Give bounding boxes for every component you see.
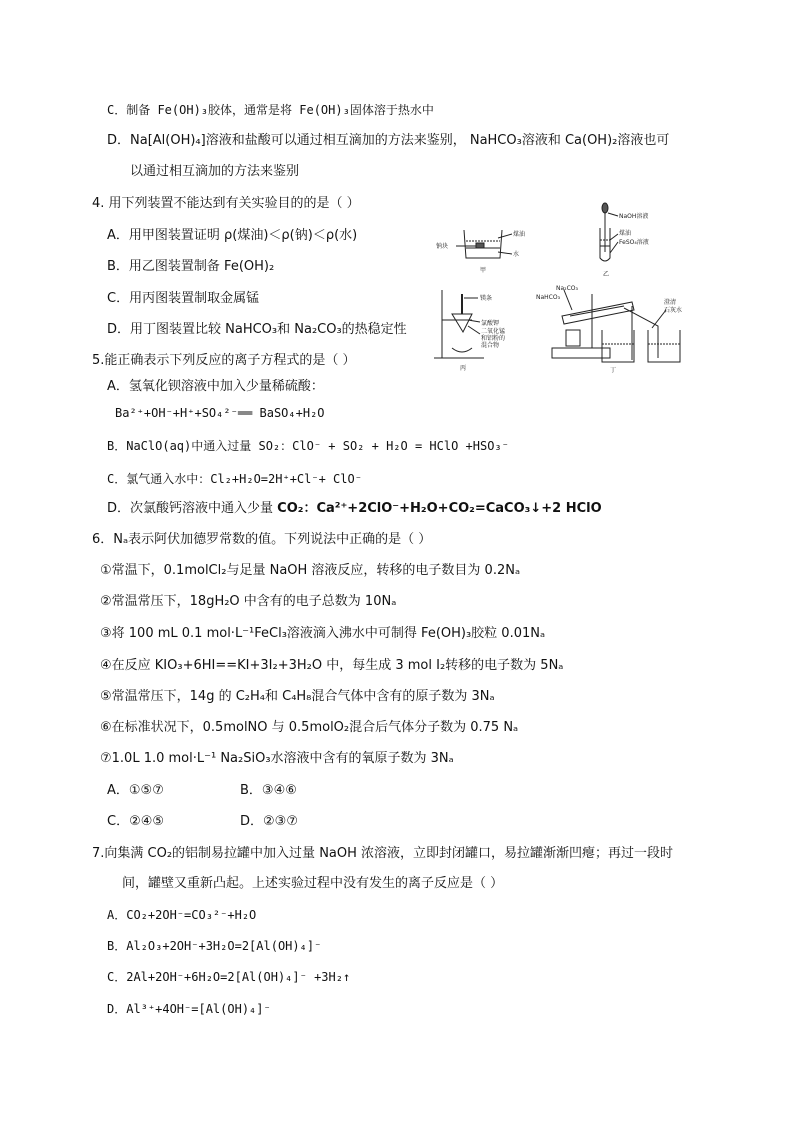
ding-beaker-left — [602, 330, 634, 362]
q6-statement-5: ⑤常温常压下，14g 的 C₂H₄和 C₄H₈混合气体中含有的原子数为 3Nₐ — [100, 689, 495, 704]
q7-option-b: B．Al₂O₃+2OH⁻+3H₂O=2[Al(OH)₄]⁻ — [107, 939, 322, 953]
q6-statement-7: ⑦1.0L 1.0 mol·L⁻¹ Na₂SiO₃水溶液中含有的氧原子数为 3Nₐ — [100, 751, 454, 766]
prev-option-d-line1: D．Na[Al(OH)₄]溶液和盐酸可以通过相互滴加的方法来鉴别， NaHCO₃溶液和 Ca(OH)₂溶液也可 — [107, 133, 670, 148]
bing-label-mix1: 二氧化锰 — [481, 328, 506, 335]
jia-label-kerosene: 煤油 — [513, 231, 526, 238]
q5-option-a-equation: Ba²⁺+OH⁻+H⁺+SO₄²⁻══ BaSO₄+H₂O — [115, 406, 325, 420]
q4-option-c: C．用丙图装置制取金属锰 — [107, 291, 260, 306]
bing-label-mix3: 混合物 — [481, 342, 500, 349]
q7-option-a: A．CO₂+2OH⁻=CO₃²⁻+H₂O — [107, 908, 257, 922]
q6-stem: 6．Nₐ表示阿伏加德罗常数的值。下列说法中正确的是（ ） — [92, 532, 432, 547]
ding-label-lime2: 石灰水 — [664, 307, 683, 314]
q7-stem-line1: 7.向集满 CO₂的铝制易拉罐中加入过量 NaOH 浓溶液，立即封闭罐口，易拉罐渐渐凹瘪；再过一段时 — [92, 846, 674, 861]
q5-option-a: A．氢氧化钡溶液中加入少量稀硫酸： — [107, 379, 324, 394]
ding-label-lime1: 澄清 — [664, 299, 677, 306]
q5-stem: 5.能正确表示下列反应的离子方程式的是（ ） — [92, 353, 356, 368]
bing-label-mix2: 和铝粉的 — [481, 335, 506, 342]
prev-option-c: C．制备 Fe(OH)₃胶体，通常是将 Fe(OH)₃固体溶于热水中 — [107, 103, 434, 117]
q6-option-a: A．①⑤⑦ — [107, 783, 164, 798]
bing-label-kclo3: 氯酸钾 — [481, 320, 500, 327]
jia-sodium-block — [476, 243, 484, 248]
q5-option-d-prefix: D．次氯酸钙溶液中通入少量 — [107, 501, 278, 516]
yi-label-feso4: FeSO₄溶液 — [619, 239, 649, 246]
q6-statement-1: ①常温下，0.1molCl₂与足量 NaOH 溶液反应，转移的电子数目为 0.2Nₐ — [100, 563, 521, 578]
ding-lamp — [566, 330, 580, 346]
yi-dropper-bulb — [602, 203, 608, 213]
q6-statement-3: ③将 100 mL 0.1 mol·L⁻¹FeCl₃溶液滴入沸水中可制得 Fe(OH)₃胶粒 0.01Nₐ — [100, 626, 546, 641]
q5-option-c: C．氯气通入水中：Cl₂+H₂O=2H⁺+Cl⁻+ ClO⁻ — [107, 472, 362, 486]
q7-option-d: D．Al³⁺+4OH⁻=[Al(OH)₄]⁻ — [107, 1002, 271, 1016]
q5-option-d-equation: CO₂：Ca²⁺+2ClO⁻+H₂O+CO₂=CaCO₃↓+2 HClO — [277, 501, 602, 516]
q4-stem: 4. 用下列装置不能达到有关实验目的的是（ ） — [92, 196, 360, 211]
yi-label-naoh: NaOH溶液 — [619, 213, 649, 220]
yi-label-kerosene: 煤油 — [619, 230, 632, 237]
q5-option-d — [107, 500, 602, 518]
jia-label-sodium: 钠块 — [436, 243, 449, 250]
q7-option-c: C．2Al+2OH⁻+6H₂O=2[Al(OH)₄]⁻ +3H₂↑ — [107, 970, 351, 984]
q6-option-b: B．③④⑥ — [240, 783, 297, 798]
q6-statement-6: ⑥在标准状况下，0.5molNO 与 0.5molO₂混合后气体分子数为 0.75 Nₐ — [100, 720, 519, 735]
bing-dish — [452, 348, 472, 352]
q5-option-b: B．NaClO(aq)中通入过量 SO₂：ClO⁻ + SO₂ + H₂O = HClO +HSO₃⁻ — [107, 439, 509, 453]
q7-stem-line2: 间，罐壁又重新凸起。上述实验过程中没有发生的离子反应是（ ） — [122, 876, 504, 891]
apparatus-figure — [420, 198, 700, 374]
yi-caption: 乙 — [603, 271, 610, 278]
q4-option-a: A．用甲图装置证明 ρ(煤油)＜ρ(钠)＜ρ(水) — [107, 228, 358, 243]
bing-funnel — [452, 314, 472, 332]
prev-option-d-line2: 以通过相互滴加的方法来鉴别 — [130, 164, 300, 179]
q6-option-c: C．②④⑤ — [107, 814, 165, 829]
q4-option-d: D．用丁图装置比较 NaHCO₃和 Na₂CO₃的热稳定性 — [107, 322, 407, 337]
ding-base — [552, 348, 610, 358]
ding-caption: 丁 — [610, 367, 617, 374]
q6-statement-4: ④在反应 KIO₃+6HI==KI+3I₂+3H₂O 中，每生成 3 mol I₂转移的电子数为 5Nₐ — [100, 658, 564, 673]
q4-option-b: B．用乙图装置制备 Fe(OH)₂ — [107, 259, 275, 274]
q6-option-d: D．②③⑦ — [240, 814, 298, 829]
bing-label-mg: 镁条 — [480, 295, 493, 302]
ding-beaker-right — [648, 330, 680, 362]
ding-big-tube — [562, 302, 634, 324]
q6-statement-2: ②常温常压下，18gH₂O 中含有的电子总数为 10Nₐ — [100, 594, 397, 609]
jia-caption: 甲 — [480, 267, 487, 274]
jia-label-water: 水 — [513, 251, 520, 258]
ding-label-nahco3: NaHCO₃ — [536, 294, 560, 301]
bing-caption: 丙 — [460, 365, 467, 372]
ding-label-na2co3: Na₂CO₃ — [556, 285, 578, 292]
